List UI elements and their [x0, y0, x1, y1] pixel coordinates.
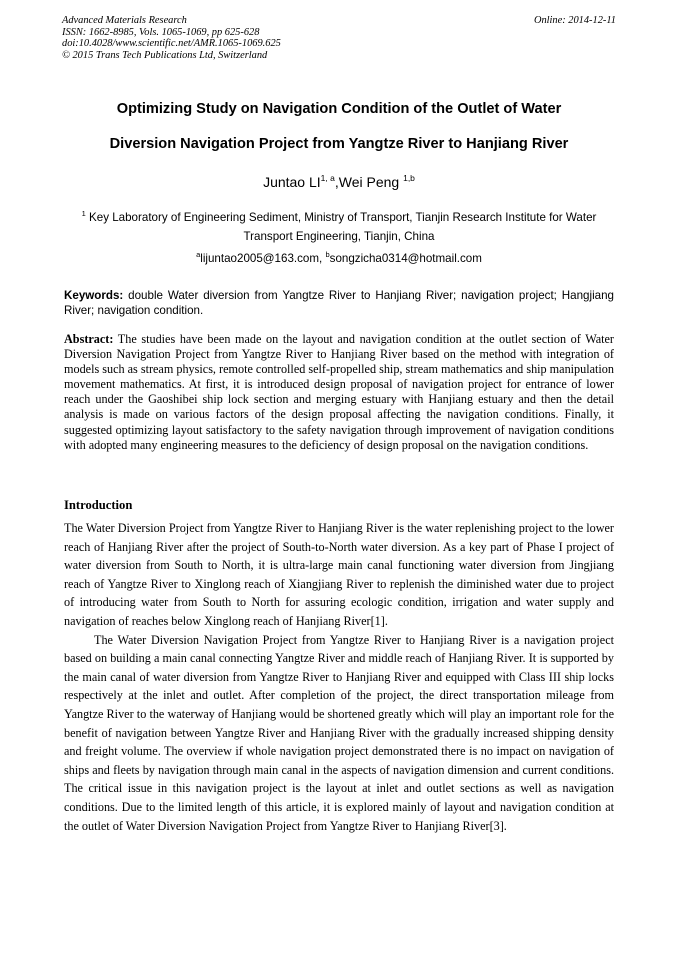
- paper-title: [40, 92, 638, 162]
- abstract-label: Abstract:: [64, 332, 114, 346]
- email-b-mark: b: [325, 250, 330, 259]
- author-separator: ,: [334, 174, 339, 190]
- introduction-paragraph-1: The Water Diversion Project from Yangtze River to Hanjiang River is the water replenishing project to the lower reach of Hanjiang River after the project of South-to-North water diversion. As a key part of Phase I project of water diversion from South to North, it is ultra-large main canal functioning water diversion from Jingjiang reach of Yangtze River to Xinglong reach of Xiangjiang River to replenish the diminished water due to project of introducing water from South to North for assuring ecologic condition, irrigation and water supply and navigation of reaches below Xinglong reach of Hanjiang River[1].: [64, 521, 614, 628]
- author-2-affil-mark: 1,b: [403, 173, 415, 183]
- author-list: [0, 172, 678, 192]
- email-a[interactable]: lijuntao2005@163.com,: [200, 252, 326, 265]
- journal-header: [62, 15, 616, 61]
- issn-line: ISSN: 1662-8985, Vols. 1065-1069, pp 625-628: [62, 26, 260, 38]
- doi-line: doi:10.4028/www.scientific.net/AMR.1065-1069.625: [62, 38, 281, 50]
- keywords-label: Keywords:: [64, 289, 124, 302]
- author-1: Juntao LI: [263, 174, 321, 190]
- introduction-paragraph-2: The Water Diversion Navigation Project from Yangtze River to Hanjiang River is a navigation project based on building a main canal connecting Yangtze River and middle reach of Hanjiang River. It is supported by the main canal of water diversion from Yangtze River to Hanjiang River and equipped with Class III ship locks respectively at the inlet and outlet. After completion of the project, the direct transportation mileage from Yangtze River to the waterway of Hanjiang would be shortened greatly which will play an important role for the benefit of navigation between Yangtze River and Hanjiang River with the gradually increased shipping density and freight volume. The overview if whole navigation project demonstrated there is no impact on navigation of ships and fleets by navigation through main canal in the aspects of navigation dimension and current conditions. The critical issue in this navigation project is the layout at inlet and outlet sections as well as navigation conditions. Due to the limited length of this article, it is explored mainly of layout and navigation condition at the outlet of Water Diversion Navigation Project from Yangtze River to Hanjiang River[3].: [64, 632, 614, 833]
- copyright-line: © 2015 Trans Tech Publications Ltd, Switzerland: [62, 49, 268, 61]
- title-line-2: Diversion Navigation Project from Yangtze River to Hanjiang River: [109, 136, 569, 152]
- keywords-block: [64, 289, 614, 318]
- introduction-body: [64, 519, 614, 835]
- email-a-mark: a: [196, 250, 201, 259]
- online-date: Online: 2014-12-11: [533, 15, 616, 26]
- affiliation: [60, 208, 618, 246]
- affiliation-mark: 1: [81, 209, 86, 218]
- title-line-1: Optimizing Study on Navigation Condition of the Outlet of Water: [116, 101, 562, 117]
- email-b[interactable]: songzicha0314@hotmail.com: [329, 252, 482, 265]
- keywords-text: double Water diversion from Yangtze River to Hanjiang River; navigation project; Hangjiang River; navigation condition.: [64, 289, 614, 317]
- author-emails: [0, 251, 678, 267]
- introduction-heading: Introduction: [64, 498, 133, 512]
- journal-name: Advanced Materials Research: [62, 15, 187, 26]
- author-2: Wei Peng: [338, 174, 404, 190]
- affiliation-text: Key Laboratory of Engineering Sediment, Ministry of Transport, Tianjin Research Institute for Water Transport Engineering, Tianjin, China: [85, 211, 597, 243]
- author-1-affil-mark: 1, a: [320, 173, 335, 183]
- abstract-text: The studies have been made on the layout and navigation condition at the outlet section of Water Diversion Navigation Project from Yangtze River to Hanjiang River based on the method with integration of models such as stream physics, remote controlled self-propelled ship, stream mathematics and ship manipulation movement mathematics. At first, it is introduced design proposal of navigation project for entrance of lower reach under the Gaoshibei ship lock section and merging estuary with Hanjiang estuary and then the detail analysis is made on various factors of the design proposal affecting the navigation conditions. Finally, it suggested optimizing layout satisfactory to the safety navigation through improvement of navigation conditions with adopted many engineering measures to the deficiency of design proposal on the navigation conditions.: [64, 332, 614, 452]
- abstract-block: [64, 332, 614, 453]
